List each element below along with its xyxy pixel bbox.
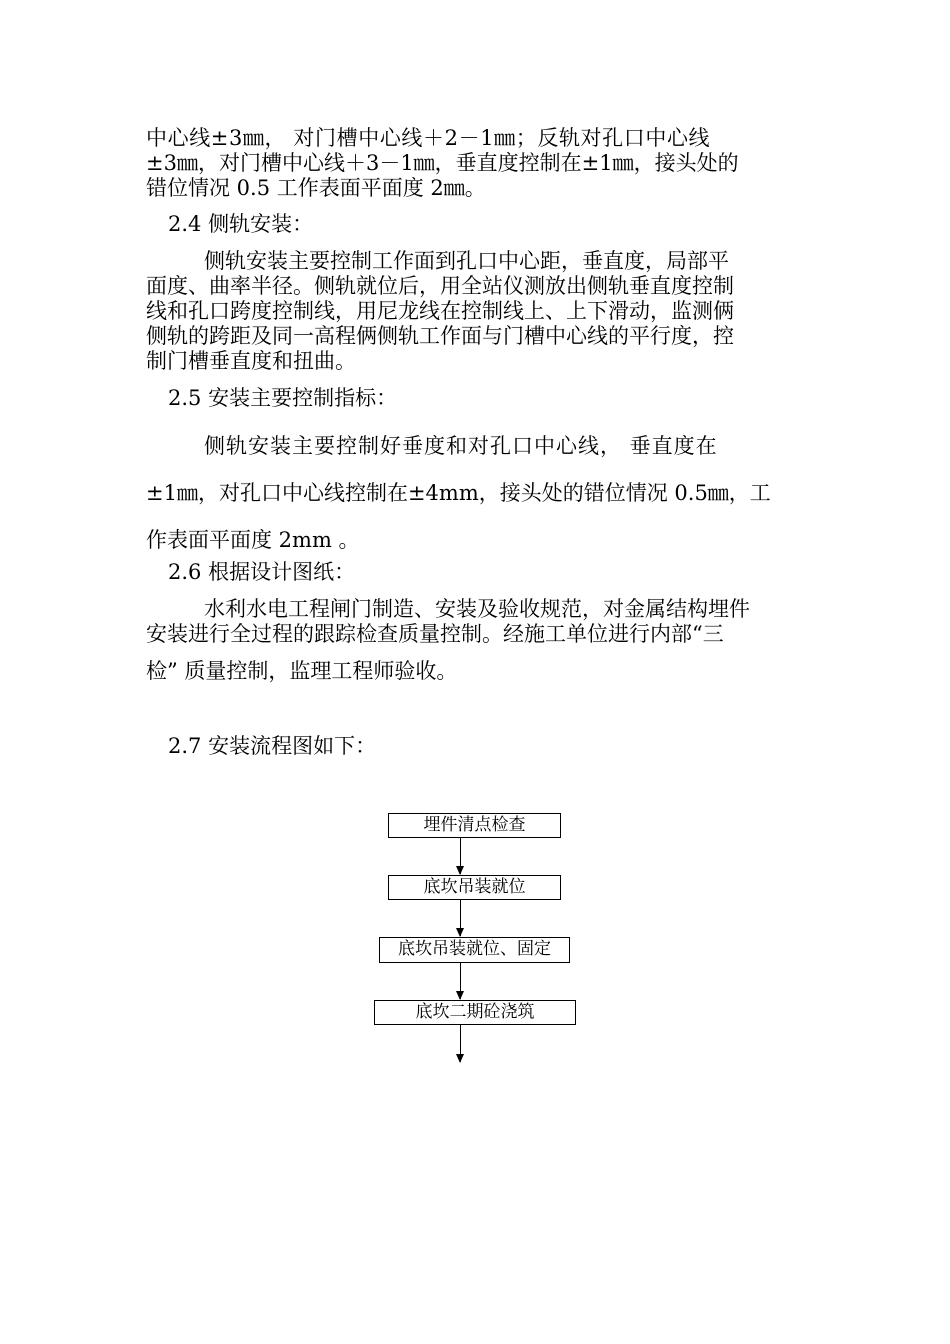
text-line: 错位情况 0.5 工作表面平面度 2㎜。 bbox=[146, 176, 486, 200]
text-line: 作表面平面度 2mm 。 bbox=[146, 528, 360, 552]
flow-step-4: 底坎二期砼浇筑 bbox=[374, 1000, 576, 1025]
flow-step-1: 埋件清点检查 bbox=[388, 813, 561, 838]
text-line: ±1㎜，对孔口中心线控制在±4mm，接头处的错位情况 0.5㎜，工 bbox=[146, 481, 771, 505]
text-line: 水利水电工程闸门制造、安装及验收规范，对金属结构埋件 bbox=[204, 597, 750, 621]
text-line: 检” 质量控制，监理工程师验收。 bbox=[146, 659, 458, 683]
flow-step-2: 底坎吊装就位 bbox=[388, 875, 561, 900]
flow-arrow-3 bbox=[460, 963, 461, 999]
heading-2-5: 2.5 安装主要控制指标： bbox=[168, 386, 398, 410]
text-line: ±3㎜，对门槽中心线＋3－1㎜，垂直度控制在±1㎜，接头处的 bbox=[146, 151, 739, 175]
paragraph-side-rail-install bbox=[146, 249, 806, 374]
heading-2-6: 2.6 根据设计图纸： bbox=[168, 560, 356, 584]
text-line: 侧轨的跨距及同一高程俩侧轨工作面与门槽中心线的平行度，控 bbox=[146, 324, 734, 348]
text-line: 线和孔口跨度控制线，用尼龙线在控制线上、上下滑动，监测俩 bbox=[146, 299, 734, 323]
heading-2-4: 2.4 侧轨安装： bbox=[168, 212, 314, 236]
text-line: 中心线±3㎜， 对门槽中心线＋2－1㎜；反轨对孔口中心线 bbox=[146, 126, 711, 150]
paragraph-design-drawings bbox=[146, 597, 806, 684]
text-line: 制门槽垂直度和扭曲。 bbox=[146, 349, 356, 373]
heading-2-7: 2.7 安装流程图如下： bbox=[168, 734, 377, 758]
paragraph-control-indicators bbox=[146, 423, 806, 564]
text-line: 侧轨安装主要控制工作面到孔口中心距，垂直度，局部平 bbox=[204, 249, 729, 273]
flow-arrow-4 bbox=[460, 1025, 461, 1062]
text-line: 面度、曲率半径。侧轨就位后，用全站仪测放出侧轨垂直度控制 bbox=[146, 274, 734, 298]
flow-step-3: 底坎吊装就位、固定 bbox=[379, 937, 570, 963]
flow-arrow-2 bbox=[460, 900, 461, 936]
text-line: 安装进行全过程的跟踪检查质量控制。经施工单位进行内部“三 bbox=[146, 622, 724, 646]
text-line: 侧轨安装主要控制好垂度和对孔口中心线， 垂直度在 bbox=[204, 434, 718, 458]
flow-arrow-1 bbox=[460, 838, 461, 874]
paragraph-tolerances bbox=[146, 126, 806, 201]
